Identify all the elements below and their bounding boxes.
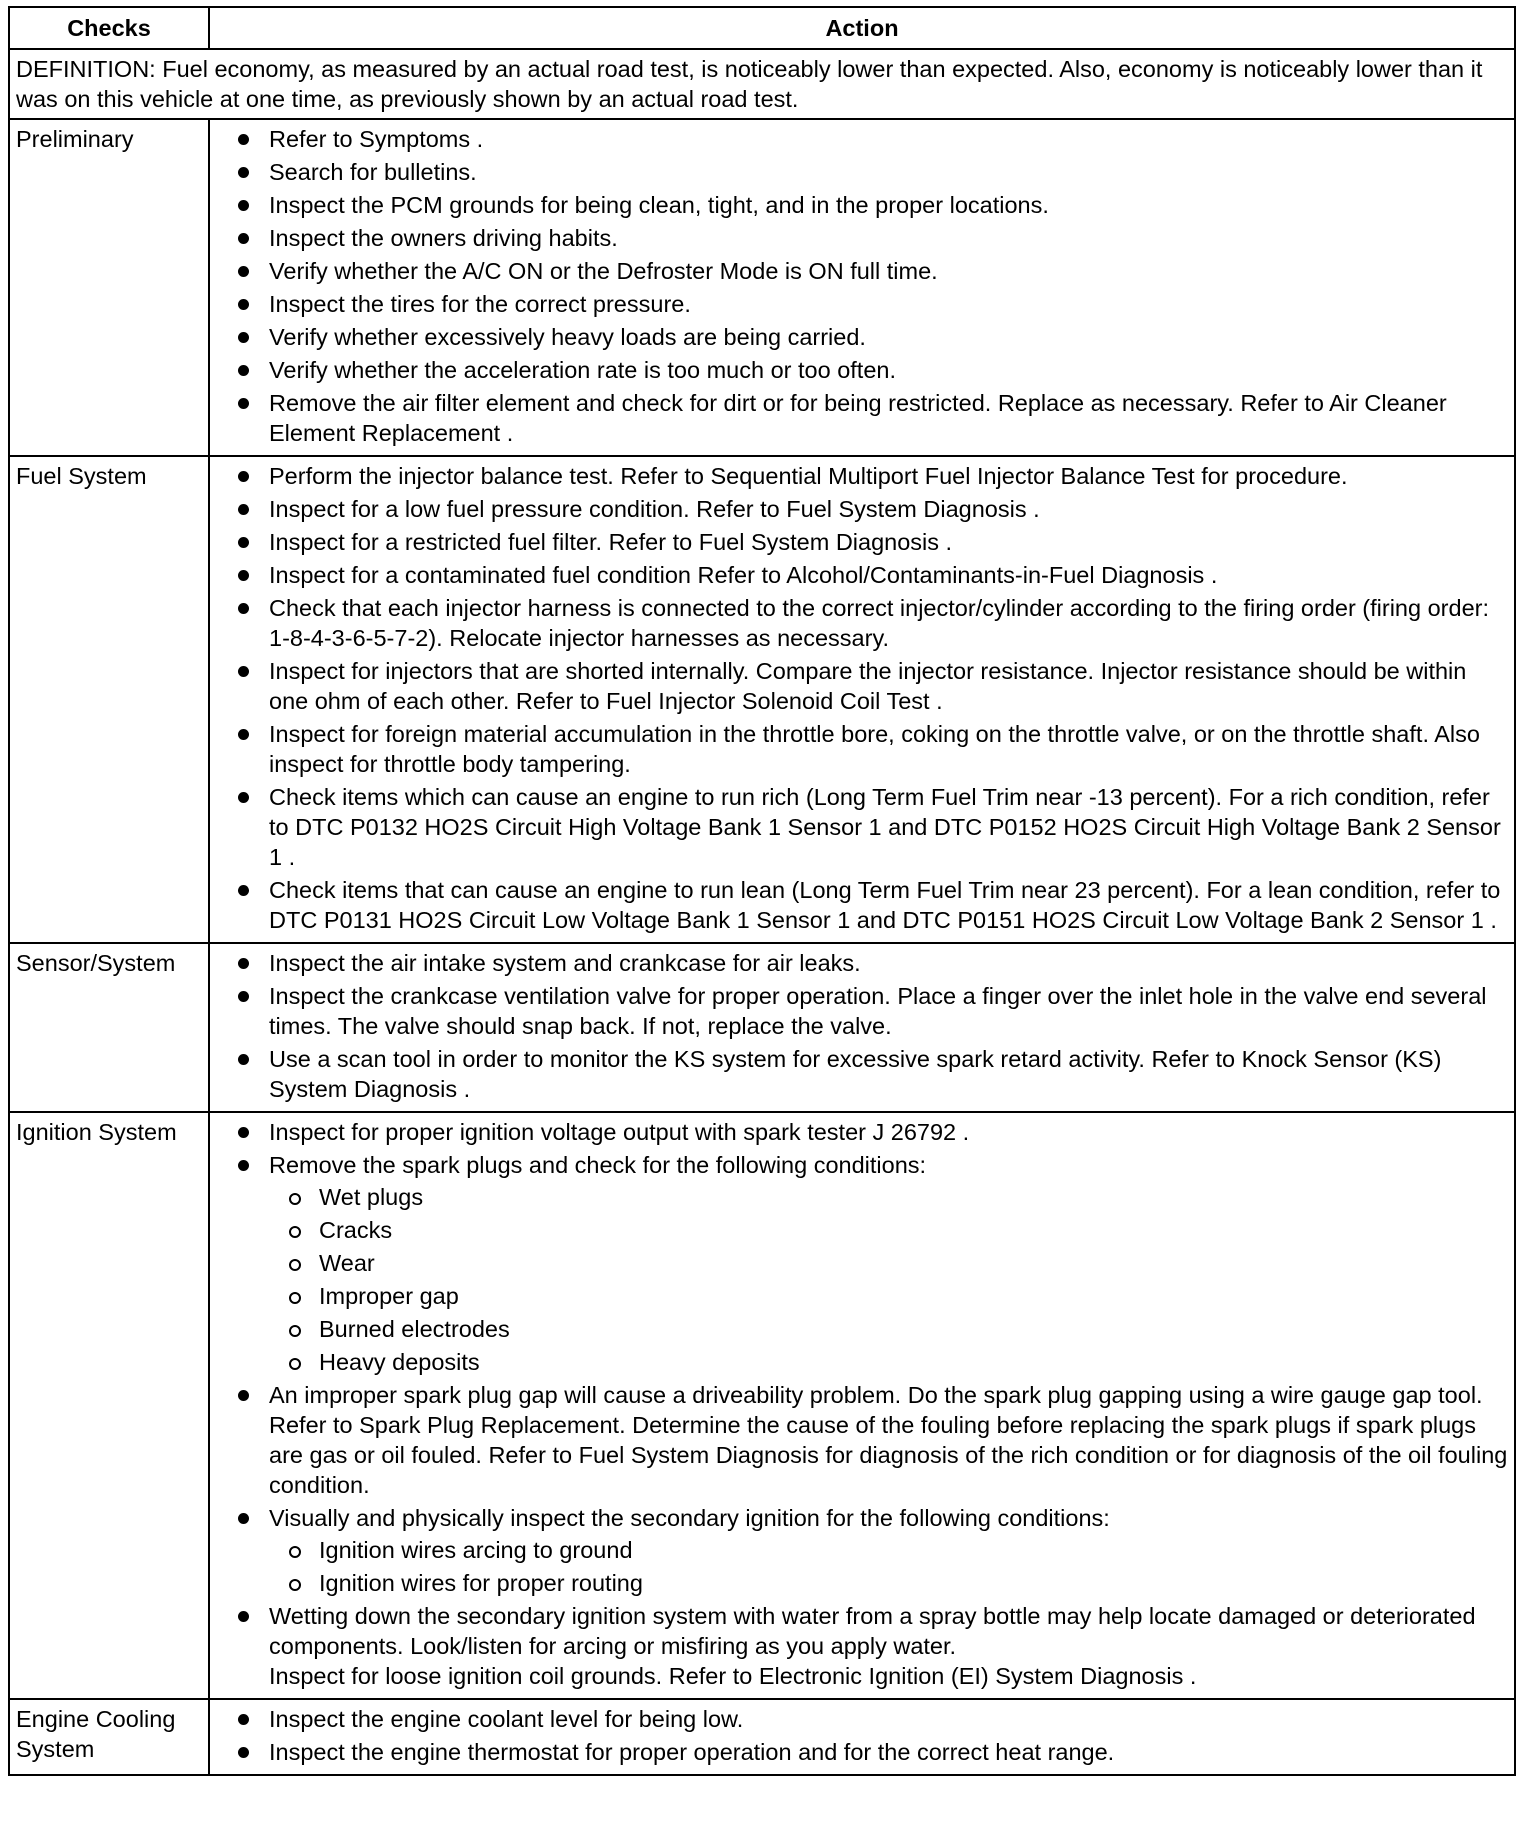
definition-row bbox=[9, 49, 1515, 119]
list-item: Inspect the tires for the correct pressure. bbox=[216, 289, 1508, 319]
action-list bbox=[216, 1704, 1508, 1767]
list-item bbox=[216, 1503, 1508, 1598]
sub-list-item: Cracks bbox=[269, 1215, 1508, 1245]
sub-list-item: Wear bbox=[269, 1248, 1508, 1278]
list-item: Inspect for injectors that are shorted internally. Compare the injector resistance. Injector resistance should be within one ohm of each other. Refer to Fuel Injector Solenoid Coil Test . bbox=[216, 656, 1508, 716]
check-sensor-system: Sensor/System bbox=[9, 943, 209, 1112]
list-item bbox=[216, 1150, 1508, 1377]
list-item-text: Wetting down the secondary ignition system with water from a spray bottle may help locate damaged or deteriorated components. Look/listen for arcing or misfiring as you apply water. bbox=[269, 1603, 1476, 1659]
sub-list-item: Heavy deposits bbox=[269, 1347, 1508, 1377]
action-list bbox=[216, 1117, 1508, 1691]
action-cell bbox=[209, 943, 1515, 1112]
checks-header: Checks bbox=[9, 7, 209, 49]
list-item: Check items that can cause an engine to run lean (Long Term Fuel Trim near 23 percent). For a lean condition, refer to DTC P0131 HO2S Circuit Low Voltage Bank 1 Sensor 1 and DTC P0151 HO2S Circuit Low Voltage Bank 2 Sensor 1 . bbox=[216, 875, 1508, 935]
list-item: Inspect the engine thermostat for proper operation and for the correct heat range. bbox=[216, 1737, 1508, 1767]
table-row bbox=[9, 456, 1515, 943]
list-item: Verify whether the A/C ON or the Defroster Mode is ON full time. bbox=[216, 256, 1508, 286]
list-item: Inspect for a low fuel pressure condition. Refer to Fuel System Diagnosis . bbox=[216, 494, 1508, 524]
action-header: Action bbox=[209, 7, 1515, 49]
list-item: An improper spark plug gap will cause a driveability problem. Do the spark plug gapping using a wire gauge gap tool. Refer to Spark Plug Replacement. Determine the cause of the fouling before replacing the spark plugs if spark plugs are gas or oil fouled. Refer to Fuel System Diagnosis for diagnosis of the rich condition or for diagnosis of the oil fouling condition. bbox=[216, 1380, 1508, 1500]
list-item: Verify whether the acceleration rate is too much or too often. bbox=[216, 355, 1508, 385]
action-list bbox=[216, 461, 1508, 935]
sub-list-item: Ignition wires for proper routing bbox=[269, 1568, 1508, 1598]
list-item: Remove the air filter element and check for dirt or for being restricted. Replace as necessary. Refer to Air Cleaner Element Replacement . bbox=[216, 388, 1508, 448]
action-list bbox=[216, 948, 1508, 1104]
header-row bbox=[9, 7, 1515, 49]
list-item: Use a scan tool in order to monitor the KS system for excessive spark retard activity. Refer to Knock Sensor (KS) System Diagnosis . bbox=[216, 1044, 1508, 1104]
list-item: Refer to Symptoms . bbox=[216, 124, 1508, 154]
list-item: Inspect for a restricted fuel filter. Refer to Fuel System Diagnosis . bbox=[216, 527, 1508, 557]
list-item-text: Remove the spark plugs and check for the following conditions: bbox=[269, 1152, 927, 1178]
table-row bbox=[9, 943, 1515, 1112]
list-item: Inspect for a contaminated fuel condition Refer to Alcohol/Contaminants-in-Fuel Diagnosis . bbox=[216, 560, 1508, 590]
list-item: Verify whether excessively heavy loads are being carried. bbox=[216, 322, 1508, 352]
sub-list-item: Burned electrodes bbox=[269, 1314, 1508, 1344]
list-item: Inspect the owners driving habits. bbox=[216, 223, 1508, 253]
sub-list-item: Ignition wires arcing to ground bbox=[269, 1535, 1508, 1565]
sub-list-item: Improper gap bbox=[269, 1281, 1508, 1311]
list-item: Inspect for proper ignition voltage output with spark tester J 26792 . bbox=[216, 1117, 1508, 1147]
table-row bbox=[9, 1112, 1515, 1699]
check-ignition-system: Ignition System bbox=[9, 1112, 209, 1699]
list-item: Search for bulletins. bbox=[216, 157, 1508, 187]
list-item: Check that each injector harness is connected to the correct injector/cylinder according to the firing order (firing order: 1-8-4-3-6-5-7-2). Relocate injector harnesses as necessary. bbox=[216, 593, 1508, 653]
action-cell bbox=[209, 119, 1515, 456]
sub-list bbox=[269, 1182, 1508, 1377]
action-list bbox=[216, 124, 1508, 448]
diagnostic-table bbox=[8, 6, 1516, 1776]
sub-list bbox=[269, 1535, 1508, 1598]
table-row bbox=[9, 1699, 1515, 1775]
list-item: Inspect the air intake system and crankcase for air leaks. bbox=[216, 948, 1508, 978]
list-item: Perform the injector balance test. Refer to Sequential Multiport Fuel Injector Balance Test for procedure. bbox=[216, 461, 1508, 491]
list-item: Inspect the crankcase ventilation valve for proper operation. Place a finger over the inlet hole in the valve end several times. The valve should snap back. If not, replace the valve. bbox=[216, 981, 1508, 1041]
list-item: Inspect the engine coolant level for being low. bbox=[216, 1704, 1508, 1734]
definition-text: DEFINITION: Fuel economy, as measured by an actual road test, is noticeably lower than expected. Also, economy is noticeably lower than it was on this vehicle at one time, as previously shown by an actual road test. bbox=[9, 49, 1515, 119]
action-cell bbox=[209, 1112, 1515, 1699]
list-item-extra-text: Inspect for loose ignition coil grounds. Refer to Electronic Ignition (EI) System Diagnosis . bbox=[269, 1663, 1197, 1689]
list-item: Check items which can cause an engine to run rich (Long Term Fuel Trim near -13 percent). For a rich condition, refer to DTC P0132 HO2S Circuit High Voltage Bank 1 Sensor 1 and DTC P0152 HO2S Circuit High Voltage Bank 2 Sensor 1 . bbox=[216, 782, 1508, 872]
action-cell bbox=[209, 1699, 1515, 1775]
table-row bbox=[9, 119, 1515, 456]
check-preliminary: Preliminary bbox=[9, 119, 209, 456]
sub-list-item: Wet plugs bbox=[269, 1182, 1508, 1212]
list-item: Inspect for foreign material accumulation in the throttle bore, coking on the throttle valve, or on the throttle shaft. Also inspect for throttle body tampering. bbox=[216, 719, 1508, 779]
list-item-text: Visually and physically inspect the secondary ignition for the following conditions: bbox=[269, 1505, 1110, 1531]
list-item: Inspect the PCM grounds for being clean, tight, and in the proper locations. bbox=[216, 190, 1508, 220]
check-fuel-system: Fuel System bbox=[9, 456, 209, 943]
list-item bbox=[216, 1601, 1508, 1691]
check-engine-cooling: Engine Cooling System bbox=[9, 1699, 209, 1775]
action-cell bbox=[209, 456, 1515, 943]
